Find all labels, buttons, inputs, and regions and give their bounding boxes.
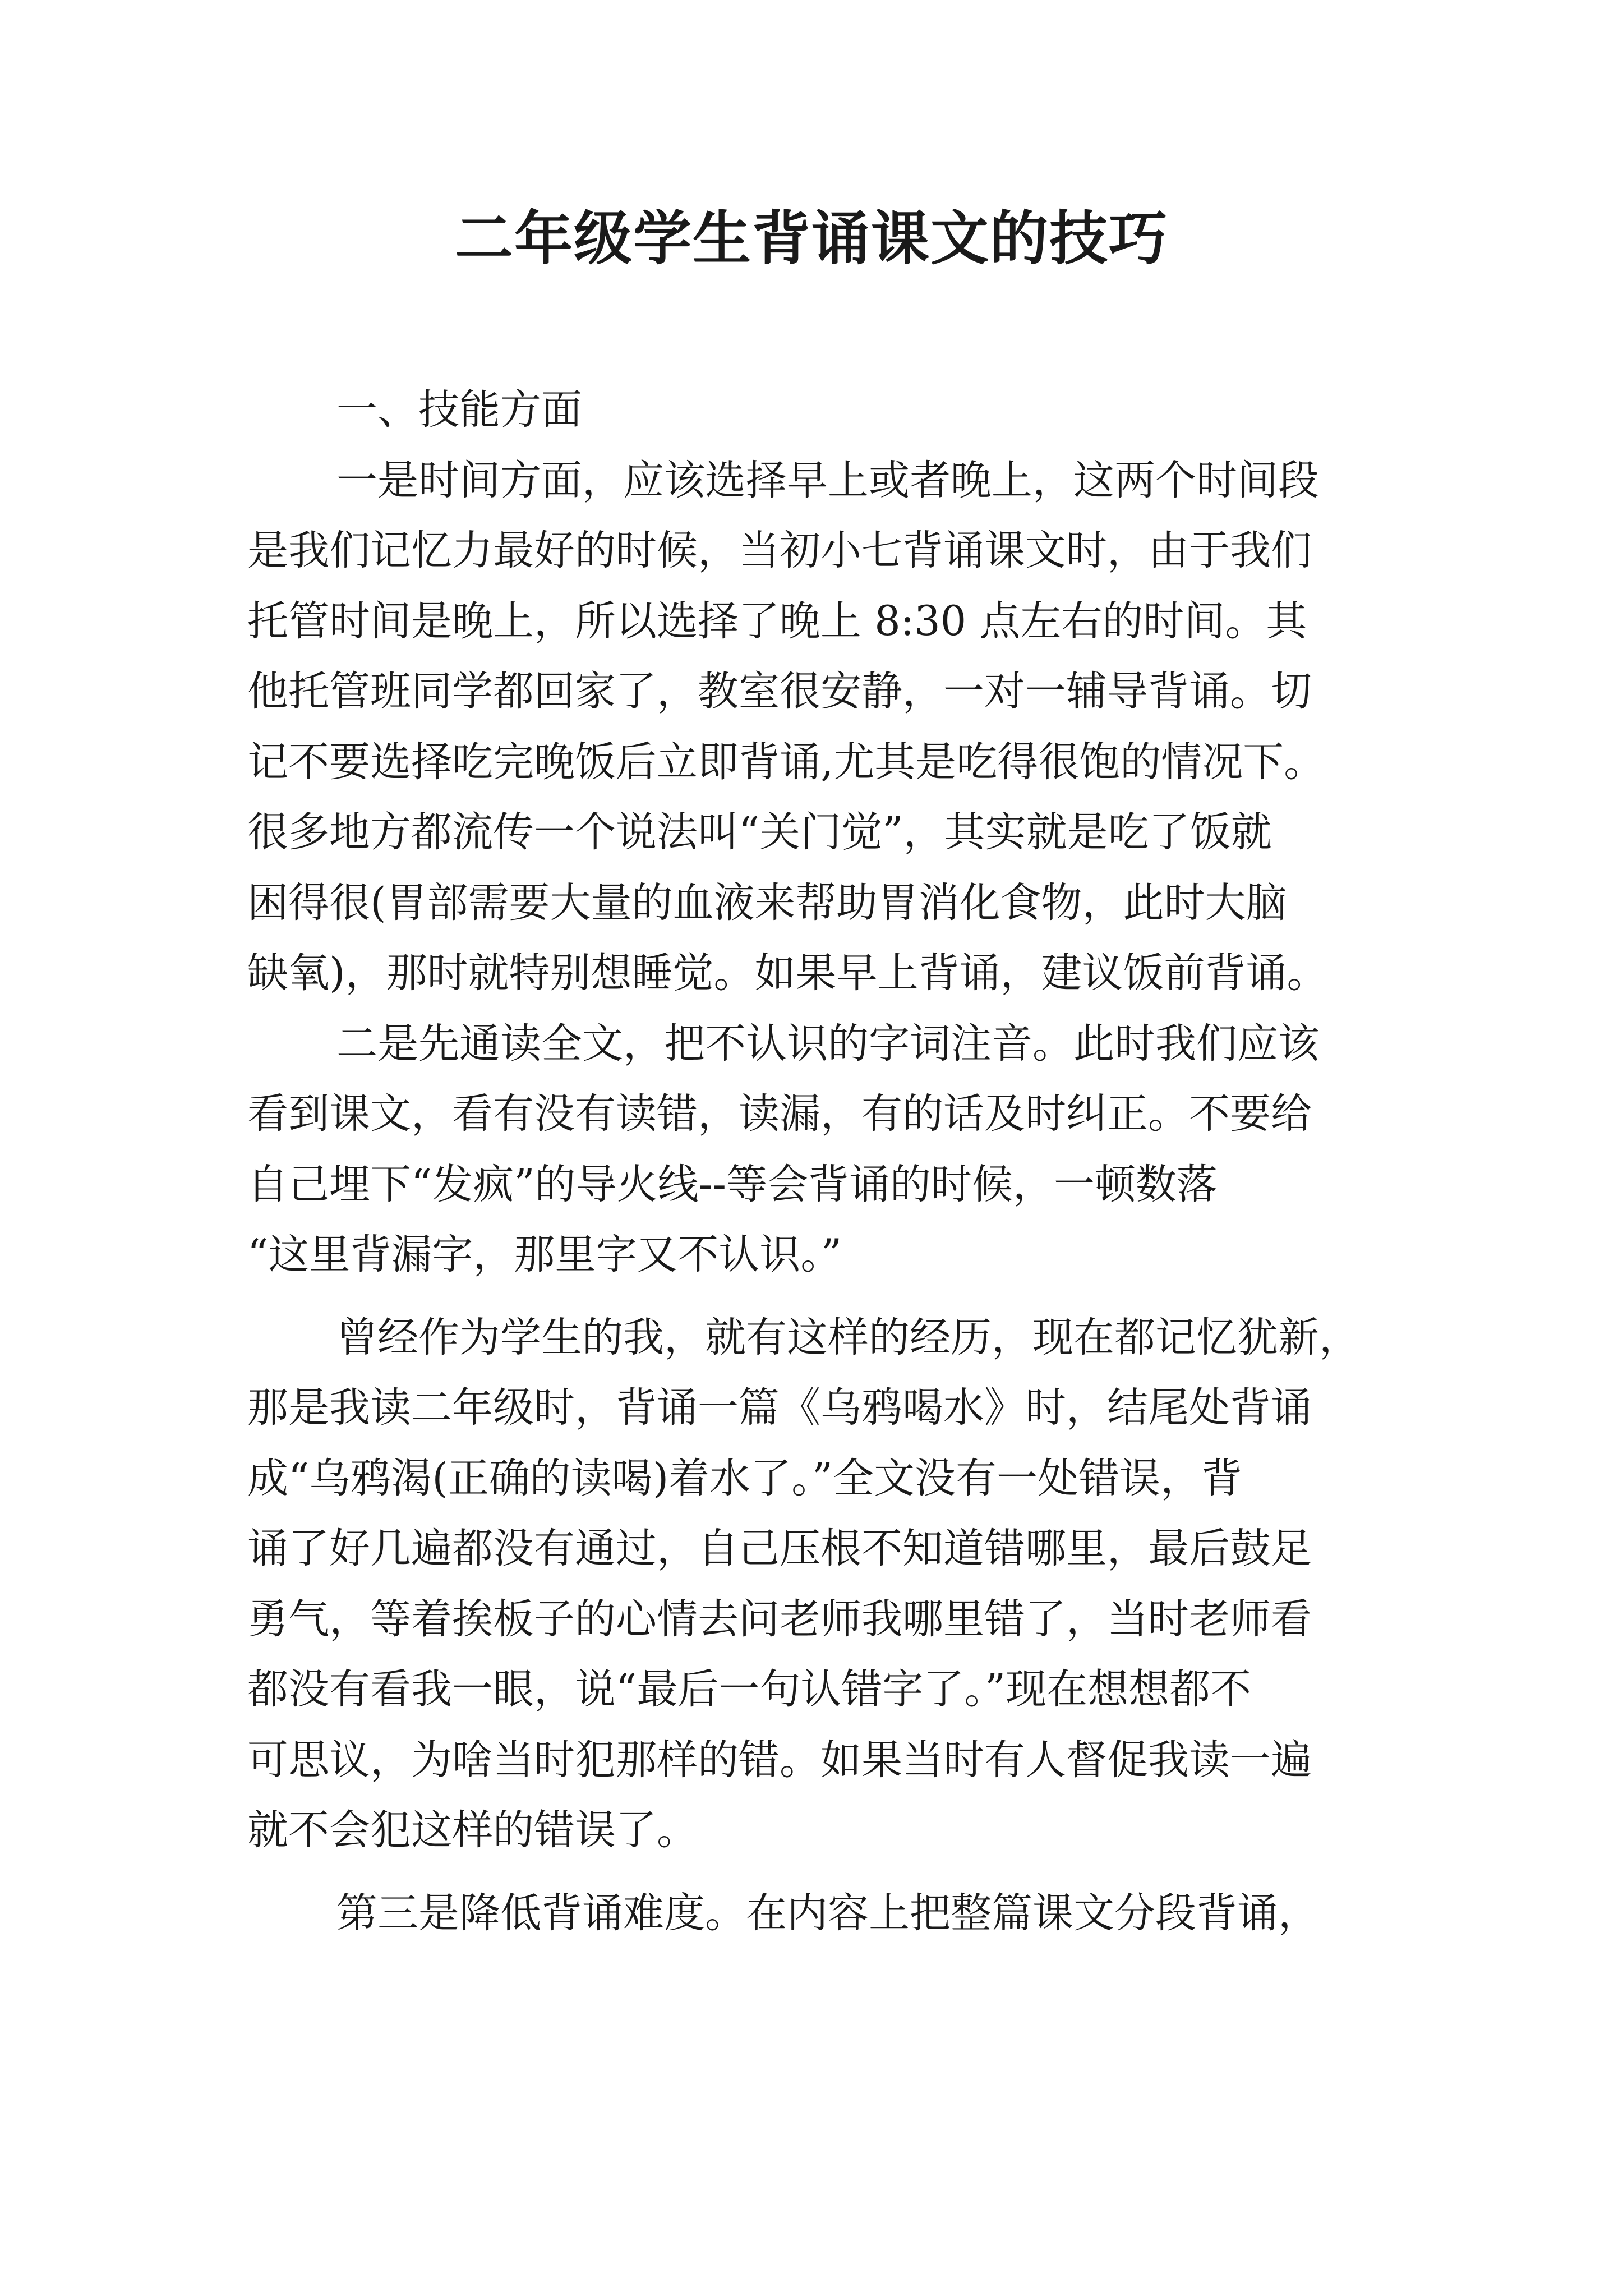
text-line: 他托管班同学都回家了，教室很安静，一对一辅导背诵。切: [247, 668, 1312, 715]
text-line: 很多地方都流传一个说法叫“关门觉”，其实就是吃了饭就: [247, 808, 1272, 856]
text-line: 都没有看我一眼，说“最后一句认错字了。”现在想想都不: [247, 1665, 1252, 1713]
text-line: “这里背漏字，那里字又不认识。”: [247, 1231, 842, 1278]
text-line: 诵了好几遍都没有通过，自己压根不知道错哪里，最后鼓足: [247, 1525, 1312, 1572]
document-title: 二年级学生背诵课文的技巧: [454, 204, 1168, 273]
text-line: 二是先通读全文，把不认识的字词注音。此时我们应该: [336, 1019, 1319, 1068]
text-line: 记不要选择吃完晚饭后立即背诵,尤其是吃得很饱的情况下。: [247, 738, 1325, 786]
text-line: 看到课文，看有没有读错，读漏，有的话及时纠正。不要给: [247, 1090, 1312, 1138]
text-line: 可思议，为啥当时犯那样的错。如果当时有人督促我读一遍: [247, 1736, 1312, 1784]
text-line: 那是我读二年级时，背诵一篇《乌鸦喝水》时，结尾处背诵: [247, 1384, 1312, 1432]
text-line: 缺氧)，那时就特别想睡觉。如果早上背诵，建议饭前背诵。: [247, 949, 1328, 997]
text-line: 就不会犯这样的错误了。: [247, 1806, 698, 1854]
document-body: [247, 375, 1397, 1948]
text-line: 一、技能方面: [336, 386, 582, 434]
text-line: 勇气，等着挨板子的心情去问老师我哪里错了，当时老师看: [247, 1595, 1312, 1643]
text-line: 困得很(胃部需要大量的血液来帮助胃消化食物，此时大脑: [247, 878, 1287, 927]
text-line: 成“乌鸦渴(正确的读喝)着水了。”全文没有一处错误，背: [247, 1454, 1243, 1502]
text-line: 托管时间是晚上，所以选择了晚上 8:30 点左右的时间。其: [247, 597, 1307, 645]
text-line: 是我们记忆力最好的时候，当初小七背诵课文时，由于我们: [247, 527, 1312, 574]
text-line: 曾经作为学生的我，就有这样的经历，现在都记忆犹新，: [336, 1313, 1360, 1361]
text-line: 第三是降低背诵难度。在内容上把整篇课文分段背诵，: [336, 1889, 1319, 1937]
text-line: 自己埋下“发疯”的导火线--等会背诵的时候，一顿数落: [247, 1160, 1218, 1208]
text-line: 一是时间方面，应该选择早上或者晚上，这两个时间段: [336, 456, 1319, 504]
